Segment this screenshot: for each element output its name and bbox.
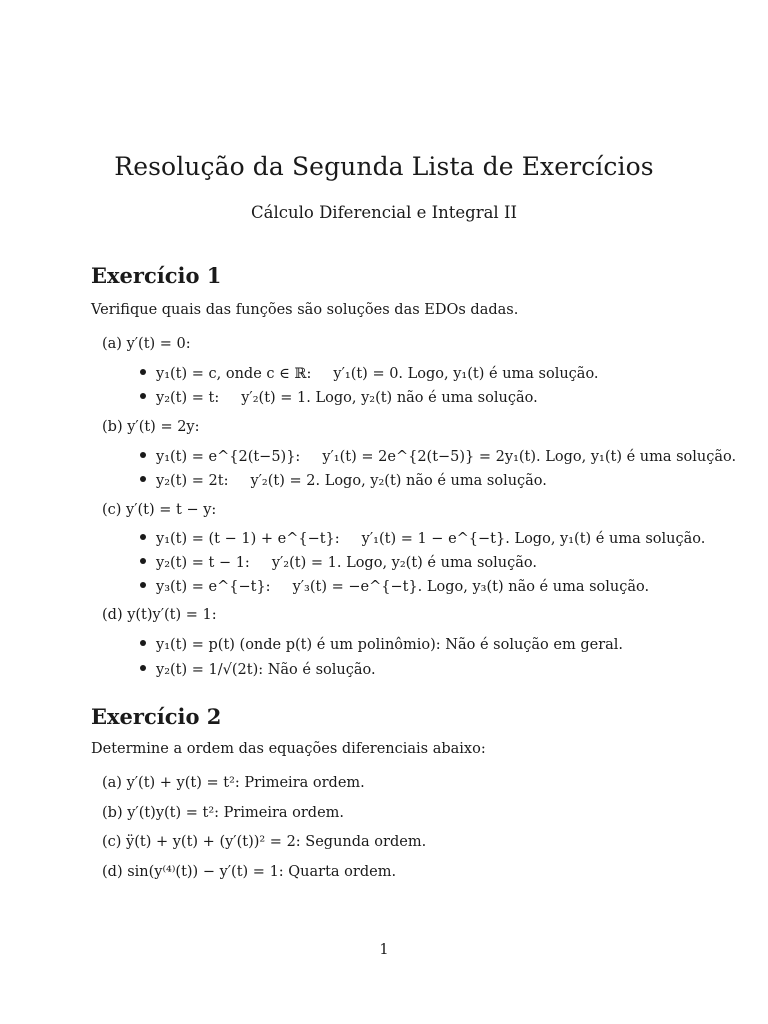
exercise-1-item-d-bullet-1 <box>140 637 623 653</box>
exercise-1-item-d-label: (d) y(t)y′(t) = 1: <box>102 607 217 623</box>
document-title: Resolução da Segunda Lista de Exercícios <box>114 152 654 181</box>
bullet-icon <box>140 476 146 482</box>
exercise-1-item-a-bullet-1 <box>140 366 599 382</box>
exercise-1-heading: Exercício 1 <box>91 263 222 288</box>
exercise-1-item-b-bullet-1 <box>140 449 736 465</box>
exercise-1-item-c-bullet-2 <box>140 555 537 571</box>
bullet-icon <box>140 393 146 399</box>
exercise-1-item-d-bullet-2 <box>140 662 376 678</box>
bullet-text: y₂(t) = 1/√(2t): Não é solução. <box>156 662 376 678</box>
exercise-1-item-c-bullet-1 <box>140 531 705 547</box>
bullet-icon <box>140 534 146 540</box>
exercise-1-item-b-label: (b) y′(t) = 2y: <box>102 419 200 435</box>
bullet-result: y′₂(t) = 2. Logo, y₂(t) não é uma solução. <box>250 473 547 489</box>
exercise-2-heading: Exercício 2 <box>91 704 222 729</box>
bullet-icon <box>140 582 146 588</box>
bullet-icon <box>140 640 146 646</box>
document-subtitle: Cálculo Diferencial e Integral II <box>251 203 517 222</box>
bullet-text: y₃(t) = e^{−t}: <box>156 579 271 595</box>
exercise-1-item-a-bullet-2 <box>140 390 538 406</box>
exercise-2-item-d: (d) sin(y⁽⁴⁾(t)) − y′(t) = 1: Quarta ordem. <box>102 864 397 880</box>
exercise-2-item-c: (c) ÿ(t) + y(t) + (y′(t))² = 2: Segunda ordem. <box>102 834 427 850</box>
bullet-text: y₁(t) = e^{2(t−5)}: <box>156 449 301 465</box>
bullet-result: y′₁(t) = 0. Logo, y₁(t) é uma solução. <box>333 366 599 382</box>
bullet-text: y₁(t) = (t − 1) + e^{−t}: <box>156 531 340 547</box>
page-number: 1 <box>379 942 389 958</box>
bullet-text: y₂(t) = t − 1: <box>156 555 250 571</box>
exercise-1-item-c-label: (c) y′(t) = t − y: <box>102 502 217 518</box>
exercise-1-item-c-bullet-3 <box>140 579 649 595</box>
bullet-icon <box>140 558 146 564</box>
bullet-text: y₂(t) = t: <box>156 390 220 406</box>
bullet-icon <box>140 452 146 458</box>
bullet-icon <box>140 665 146 671</box>
bullet-result: y′₁(t) = 1 − e^{−t}. Logo, y₁(t) é uma solução. <box>361 531 706 547</box>
bullet-result: y′₁(t) = 2e^{2(t−5)} = 2y₁(t). Logo, y₁(t) é uma solução. <box>322 449 737 465</box>
bullet-text: y₂(t) = 2t: <box>156 473 229 489</box>
bullet-result: y′₂(t) = 1. Logo, y₂(t) é uma solução. <box>271 555 537 571</box>
bullet-text: y₁(t) = p(t) (onde p(t) é um polinômio): Não é solução em geral. <box>156 637 624 653</box>
bullet-text: y₁(t) = c, onde c ∈ ℝ: <box>156 366 312 382</box>
exercise-1-item-b-bullet-2 <box>140 473 547 489</box>
bullet-result: y′₂(t) = 1. Logo, y₂(t) não é uma solução. <box>241 390 538 406</box>
exercise-2-item-b: (b) y′(t)y(t) = t²: Primeira ordem. <box>102 805 345 821</box>
exercise-1-intro: Verifique quais das funções são soluções das EDOs dadas. <box>91 302 519 318</box>
exercise-2-item-a: (a) y′(t) + y(t) = t²: Primeira ordem. <box>102 775 365 791</box>
exercise-1-item-a-label: (a) y′(t) = 0: <box>102 336 191 352</box>
bullet-result: y′₃(t) = −e^{−t}. Logo, y₃(t) não é uma solução. <box>292 579 650 595</box>
bullet-icon <box>140 369 146 375</box>
exercise-2-intro: Determine a ordem das equações diferenciais abaixo: <box>91 741 486 757</box>
